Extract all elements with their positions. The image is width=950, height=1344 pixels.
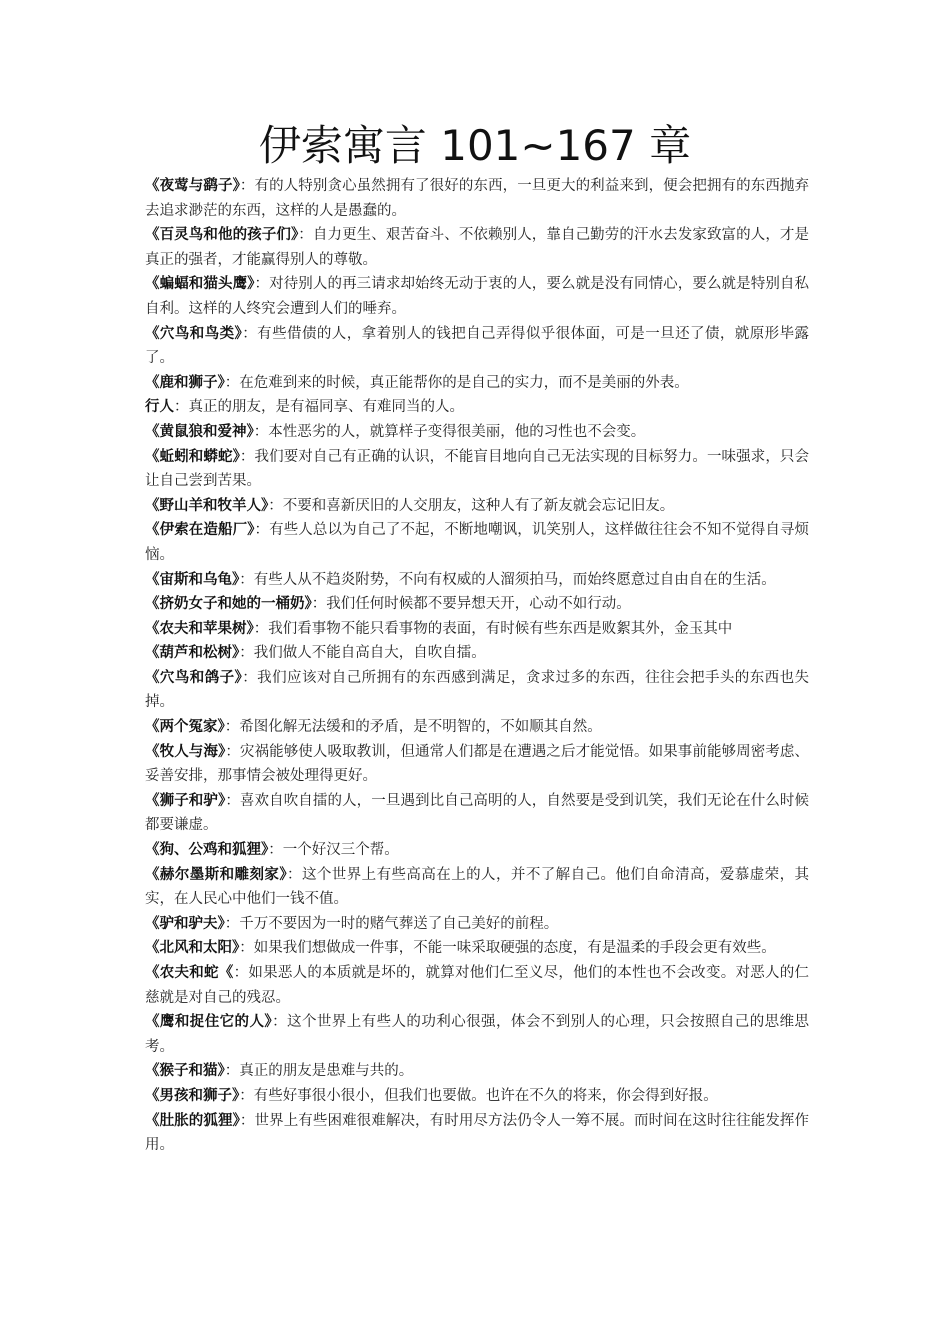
fable-moral: ：自力更生、艰苦奋斗、不依赖别人，靠自己勤劳的汗水去发家致富的人，才是真正的强者，才能赢得别人的尊敬。 (145, 227, 810, 268)
fable-title: 《穴鸟和鸽子》 (145, 669, 243, 686)
fable-moral: ：灾祸能够使人吸取教训，但通常人们都是在遭遇之后才能觉悟。如果事前能够周密考虑、妥善安排，那事情会被处理得更好。 (145, 743, 810, 785)
fable-moral: ：真正的朋友是患难与共的。 (224, 1063, 414, 1080)
fable-entry (145, 740, 809, 789)
fable-entry (145, 592, 809, 617)
fable-entry (145, 420, 809, 445)
fable-entry (145, 617, 809, 642)
fable-title: 《黄鼠狼和爱神》 (145, 423, 254, 440)
fable-entry (145, 322, 809, 371)
fable-title: 《伊索在造船厂》 (145, 522, 255, 539)
fable-entry (145, 518, 809, 567)
fable-entry (145, 568, 809, 593)
fable-title: 《穴鸟和鸟类》 (145, 325, 243, 342)
fable-title: 《农夫和蛇《 (145, 965, 234, 981)
fable-title: 《鹰和捉住它的人》 (145, 1014, 273, 1031)
page-title: 伊索寓言 101~167 章 (258, 121, 692, 170)
fable-title: 《蚯蚓和蟒蛇》 (145, 448, 240, 465)
fable-title: 《宙斯和乌龟》 (145, 571, 240, 588)
fable-entry (145, 174, 809, 223)
fable-title: 《赫尔墨斯和雕刻家》 (145, 866, 288, 883)
fable-moral: ：一个好汉三个帮。 (268, 842, 399, 859)
fable-moral: ：有些人总以为自己了不起，不断地嘲讽，讥笑别人，这样做往往会不知不觉得自寻烦恼。 (145, 522, 810, 563)
fable-title: 《肚胀的狐狸》 (145, 1112, 240, 1129)
fable-title: 《农夫和苹果树》 (145, 620, 254, 637)
fable-title: 《葫芦和松树》 (145, 645, 240, 662)
fable-title: 《男孩和狮子》 (145, 1087, 240, 1104)
fable-entry (145, 1084, 809, 1109)
fable-title: 《狗、公鸡和狐狸》 (145, 842, 269, 859)
fable-title: 《百灵鸟和他的孩子们》 (145, 227, 299, 244)
fable-entry (145, 715, 809, 740)
fable-moral: ：真正的朋友，是有福同享、有难同当的人。 (174, 399, 464, 416)
fable-entry (145, 223, 809, 272)
fable-entry (145, 1109, 809, 1158)
fable-moral: ：我们应该对自己所拥有的东西感到满足，贪求过多的东西，往往会把手头的东西也失掉。 (145, 669, 809, 711)
fable-title: 《北风和太阳》 (145, 940, 240, 957)
fable-title: 《挤奶女子和她的一桶奶》 (145, 596, 312, 613)
fable-title: 《牧人与海》 (145, 743, 226, 760)
fable-entry (145, 395, 809, 420)
fable-moral: ：不要和喜新厌旧的人交朋友，这种人有了新友就会忘记旧友。 (268, 497, 675, 514)
fable-title: 《野山羊和牧羊人》 (145, 497, 269, 514)
fable-entry (145, 666, 809, 715)
fable-title: 《蝙蝠和猫头鹰》 (145, 276, 255, 293)
fable-entry (145, 494, 809, 519)
fable-title: 《鹿和狮子》 (145, 374, 225, 391)
fable-moral: ：有些人从不趋炎附势，不向有权威的人溜须拍马，而始终愿意过自由自在的生活。 (239, 571, 776, 588)
fable-moral: ：对待别人的再三请求却始终无动于衷的人，要么就是没有同情心，要么就是特别自私自利。这样的人终究会遭到人们的唾弃。 (145, 276, 810, 317)
fable-entry (145, 789, 809, 838)
fable-moral: ：有的人特别贪心虽然拥有了很好的东西，一旦更大的利益来到，便会把拥有的东西抛弃去追求渺茫的东西，这样的人是愚蠢的。 (145, 178, 810, 219)
fable-moral: ：我们任何时候都不要异想天开，心动不如行动。 (311, 596, 631, 613)
fable-title: 《狮子和驴》 (145, 792, 226, 809)
fable-moral: ：这个世界上有些高高在上的人，并不了解自己。他们自命清高，爱慕虚荣，其实，在人民心中他们一钱不值。 (145, 866, 810, 908)
fable-moral: ：我们做人不能自高自大，自吹自擂。 (239, 645, 486, 662)
fable-moral: ：如果我们想做成一件事，不能一味采取硬强的态度，有是温柔的手段会更有效些。 (239, 940, 776, 957)
fable-title: 《两个冤家》 (145, 719, 225, 736)
fable-moral: ：在危难到来的时候，真正能帮你的是自己的实力，而不是美丽的外表。 (224, 374, 689, 391)
fable-entry (145, 838, 809, 863)
fable-entry (145, 445, 809, 494)
fable-moral: ：希图化解无法缓和的矛盾，是不明智的，不如顺其自然。 (224, 719, 602, 736)
fable-entry (145, 961, 809, 1010)
fable-title: 行人 (145, 399, 174, 416)
fable-moral: ：世界上有些困难很难解决，有时用尽方法仍令人一筹不展。而时间在这时往往能发挥作用。 (145, 1112, 810, 1154)
fable-title: 《猴子和猫》 (145, 1063, 225, 1080)
fable-moral: ：喜欢自吹自擂的人，一旦遇到比自己高明的人，自然要是受到讥笑，我们无论在什么时候都要谦虚。 (145, 792, 810, 834)
fable-moral: ：我们要对自己有正确的认识，不能盲目地向自己无法实现的目标努力。一味强求，只会让自己尝到苦果。 (145, 448, 810, 490)
fable-moral: ：这个世界上有些人的功利心很强，体会不到别人的心理，只会按照自己的思维思考。 (145, 1014, 810, 1055)
fable-entry (145, 371, 809, 396)
fable-moral: ：本性恶劣的人，就算样子变得很美丽，他的习性也不会变。 (253, 423, 646, 440)
fable-moral: ：有些好事很小很小，但我们也要做。也许在不久的将来，你会得到好报。 (239, 1087, 718, 1104)
fable-entry (145, 1010, 809, 1059)
fable-entry (145, 863, 809, 912)
fable-title: 《夜莺与鹞子》 (145, 178, 240, 194)
fable-entry (145, 272, 809, 321)
fable-moral: ：有些借债的人，拿着别人的钱把自己弄得似乎很体面，可是一旦还了债，就原形毕露了。 (145, 325, 809, 367)
fable-moral: ：千万不要因为一时的赌气葬送了自己美好的前程。 (224, 915, 559, 932)
fable-entry (145, 912, 809, 937)
fable-entry (145, 936, 809, 961)
fable-moral: ：我们看事物不能只看事物的表面，有时候有些东西是败絮其外，金玉其中 (253, 620, 733, 637)
fable-entry (145, 641, 809, 666)
fable-moral: ：如果恶人的本质就是坏的，就算对他们仁至义尽，他们的本性也不会改变。对恶人的仁慈就是对自己的残忍。 (145, 965, 810, 1006)
fable-list (145, 174, 809, 1158)
fable-entry (145, 1059, 809, 1084)
fable-title: 《驴和驴夫》 (145, 915, 225, 932)
